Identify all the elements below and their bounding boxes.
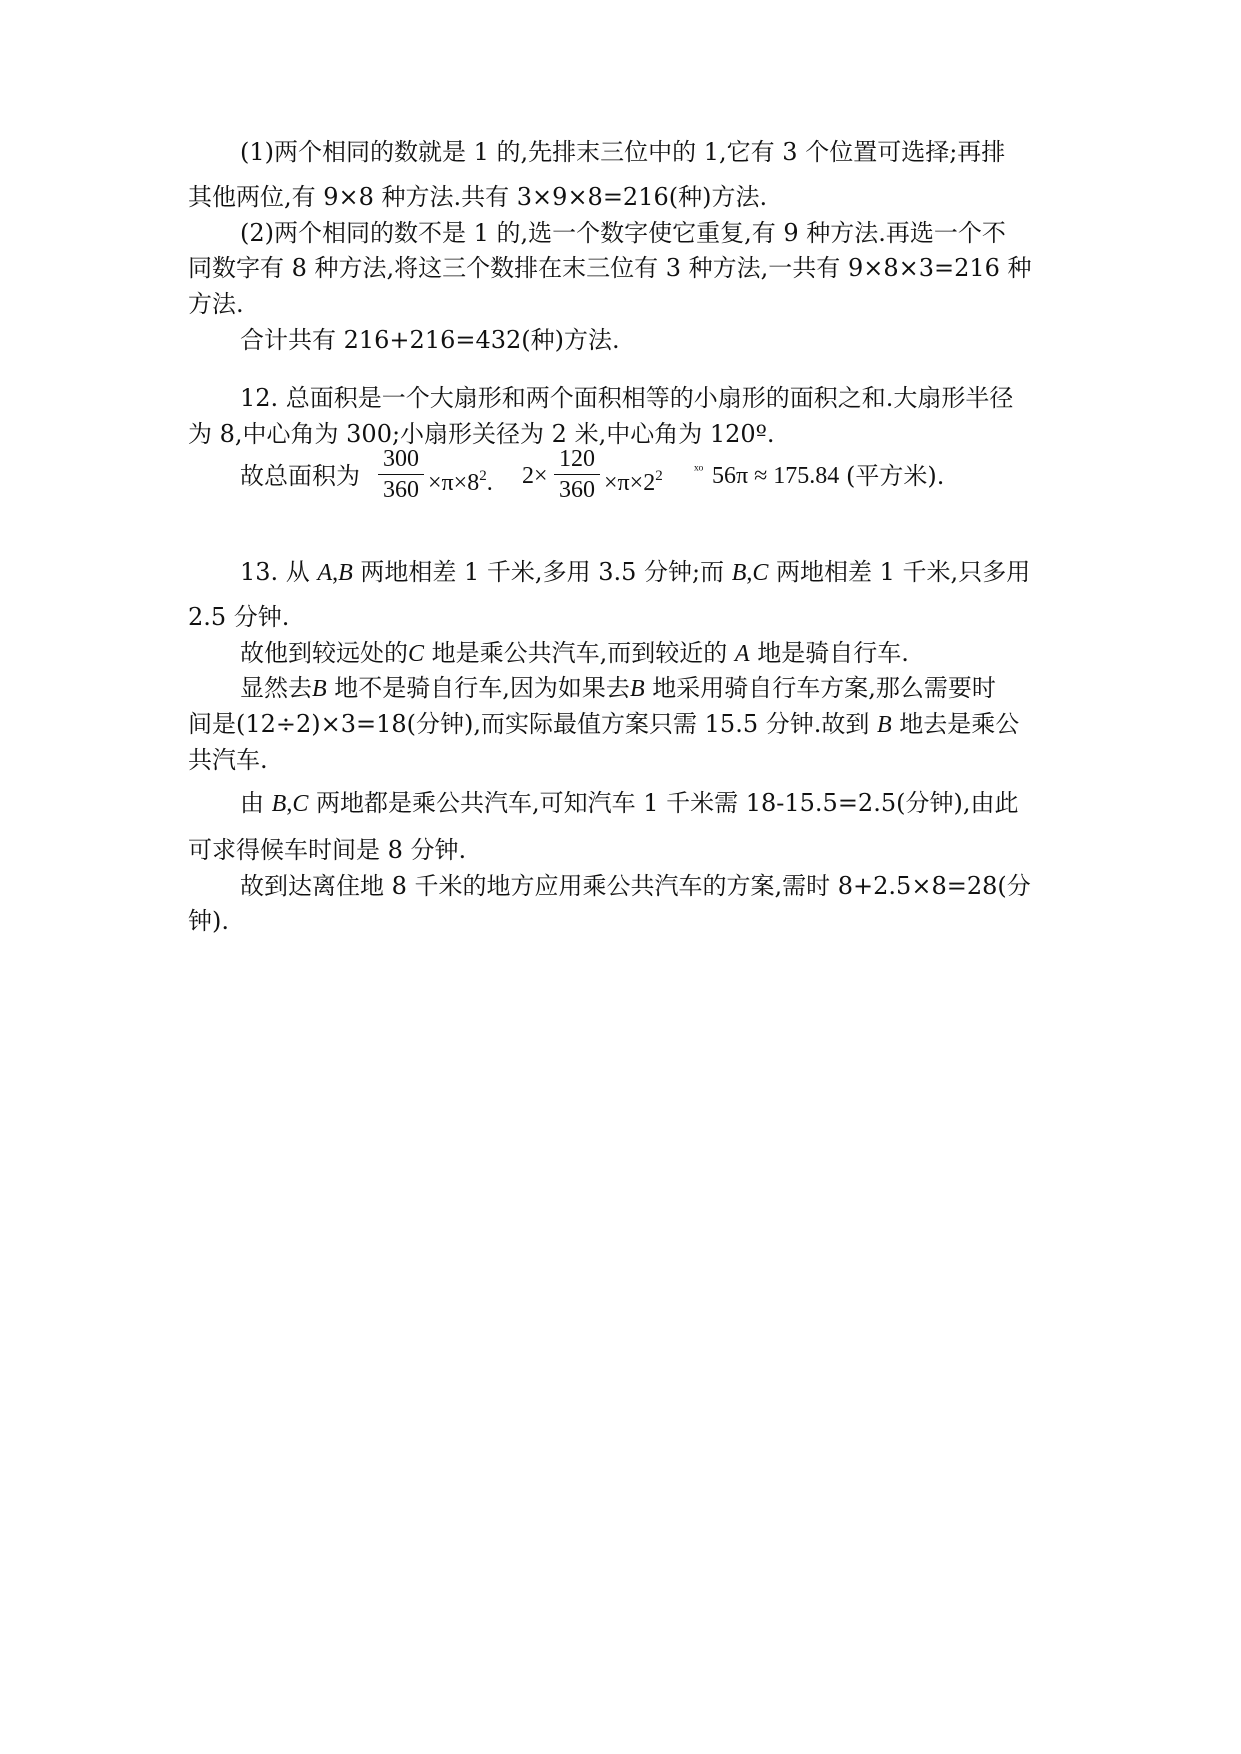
text-line: 同数字有 8 种方法,将这三个数排在末三位有 3 种方法,一共有 9×8×3=216 种 xyxy=(188,254,1032,282)
text-line: (2)两个相同的数不是 1 的,选一个数字使它重复,有 9 种方法.再选一个不 xyxy=(240,219,1006,247)
fraction xyxy=(378,445,424,504)
text-span: 间是(12÷2)×3=18(分钟),而实际最值方案只需 15.5 分钟.故到 xyxy=(188,710,877,738)
text-line: (1)两个相同的数就是 1 的,先排末三位中的 1,它有 3 个位置可选择;再排 xyxy=(240,138,1006,166)
text-line: 合计共有 216+216=432(种)方法. xyxy=(240,326,620,354)
math-sep: , xyxy=(286,791,293,817)
text-line xyxy=(240,637,909,670)
text-line: 共汽车. xyxy=(188,746,268,774)
formula-unit: (平方米). xyxy=(846,462,945,490)
math-var: C xyxy=(752,560,769,586)
fraction-bar xyxy=(554,474,600,475)
math-var: B xyxy=(338,560,353,586)
text-line: 可求得候车时间是 8 分钟. xyxy=(188,836,467,864)
text-line: 12. 总面积是一个大扇形和两个面积相等的小扇形的面积之和.大扇形半径 xyxy=(240,384,1014,412)
text-span: 地是乘公共汽车,而到较近的 xyxy=(424,639,735,667)
text-span: 两地都是乘公共汽车,可知汽车 1 千米需 18-15.5=2.5(分钟),由此 xyxy=(308,789,1019,817)
formula-result: 56π ≈ 175.84 xyxy=(712,463,840,489)
formula-term xyxy=(428,460,493,499)
formula-text: ×π×8 xyxy=(428,470,480,496)
fraction-bar xyxy=(378,474,424,475)
text-span: 地去是乘公 xyxy=(891,710,1020,738)
formula-term: 2× xyxy=(522,463,548,489)
text-span: 地是骑自行车. xyxy=(749,639,909,667)
garbled-symbol: ˣᵒ xyxy=(694,462,704,479)
math-var: B xyxy=(629,676,645,702)
text-line xyxy=(240,787,1018,820)
fraction-denominator: 360 xyxy=(383,477,419,503)
text-span: 故他到较远处的 xyxy=(240,639,408,667)
text-span: 显然去 xyxy=(240,674,312,702)
text-span: 两地相差 1 千米,只多用 xyxy=(768,558,1031,586)
math-var: B xyxy=(312,676,327,702)
fraction-numerator: 300 xyxy=(383,446,419,472)
math-var: A xyxy=(734,641,750,667)
fraction xyxy=(554,445,600,504)
exponent: 2 xyxy=(479,468,487,484)
text-line: 故到达离住地 8 千米的地方应用乘公共汽车的方案,需时 8+2.5×8=28(分 xyxy=(240,872,1031,900)
text-line xyxy=(240,556,1030,589)
formula-text: . xyxy=(486,470,493,496)
exponent: 2 xyxy=(655,468,663,484)
fraction-numerator: 120 xyxy=(559,446,595,472)
text-line: 为 8,中心角为 300;小扇形关径为 2 米,中心角为 120º. xyxy=(188,420,775,448)
fraction-denominator: 360 xyxy=(559,477,595,503)
text-line: 2.5 分钟. xyxy=(188,603,290,631)
text-line xyxy=(240,672,996,705)
math-var: C xyxy=(408,641,425,667)
text-span: 两地相差 1 千米,多用 3.5 分钟;而 xyxy=(352,558,732,586)
text-line: 钟). xyxy=(188,907,229,935)
math-var: B xyxy=(876,712,892,738)
text-span: 13. 从 xyxy=(240,558,318,586)
math-var: B xyxy=(731,560,747,586)
math-sep: , xyxy=(746,560,753,586)
formula-term xyxy=(604,460,663,499)
text-line: 其他两位,有 9×8 种方法.共有 3×9×8=216(种)方法. xyxy=(188,183,768,211)
math-var: C xyxy=(292,791,309,817)
formula-text: ×π×2 xyxy=(604,470,656,496)
math-sep: , xyxy=(332,560,339,586)
text-line: 方法. xyxy=(188,290,244,318)
math-var: A xyxy=(317,560,333,586)
formula-prefix: 故总面积为 xyxy=(240,462,360,490)
math-var: B xyxy=(271,791,287,817)
text-span: 由 xyxy=(240,789,272,817)
text-span: 地不是骑自行车,因为如果去 xyxy=(326,674,630,702)
text-span: 地采用骑自行车方案,那么需要时 xyxy=(644,674,996,702)
text-line xyxy=(188,708,1019,741)
